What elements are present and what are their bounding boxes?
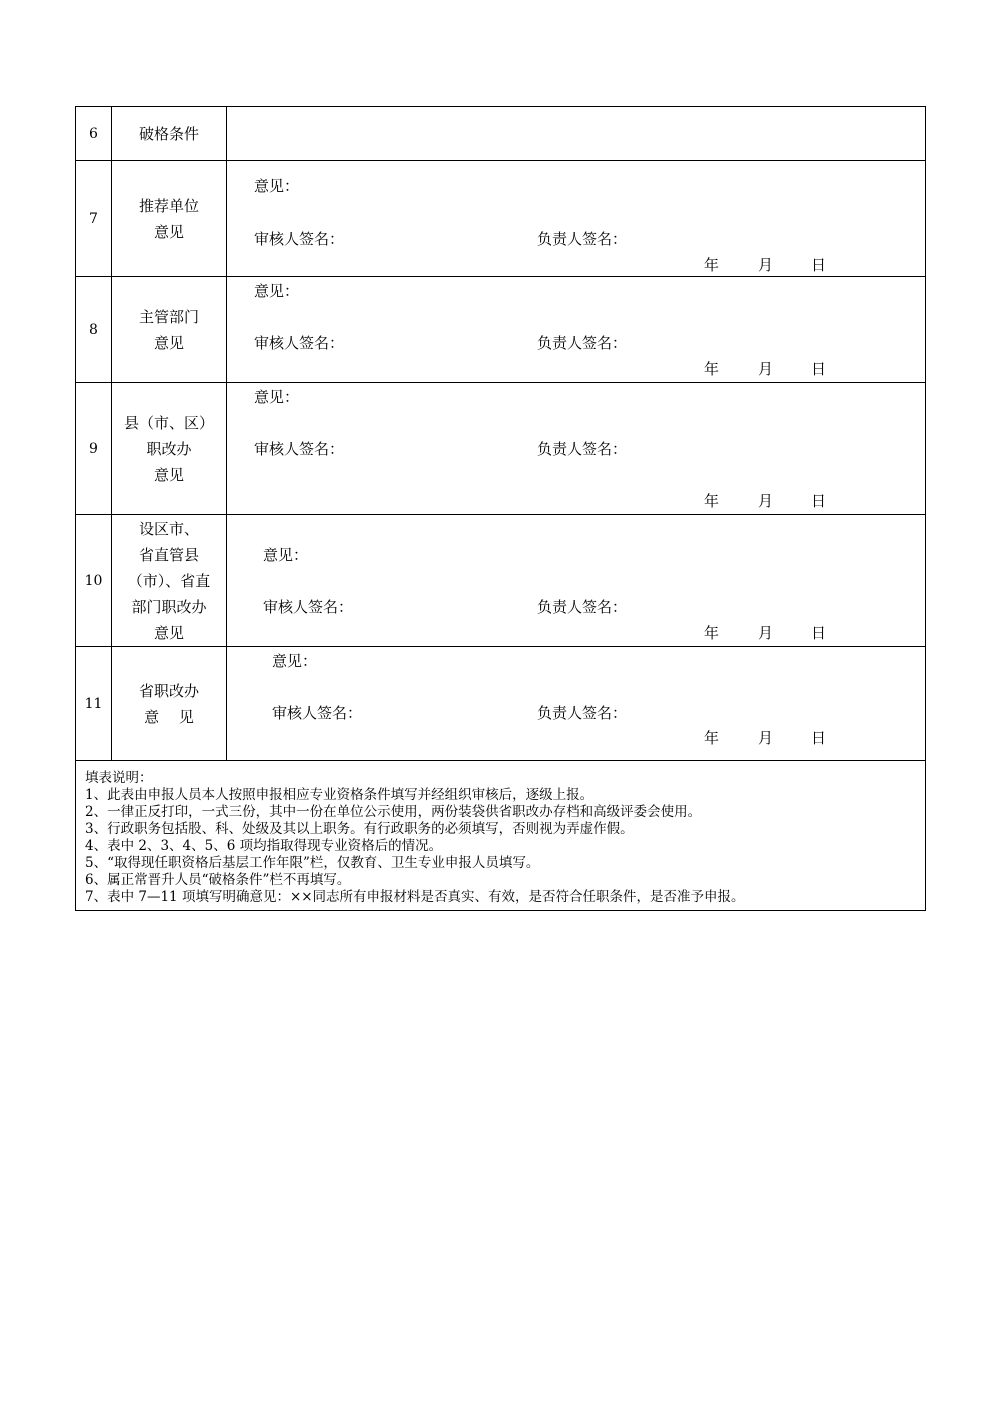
exception-conditions-field[interactable] xyxy=(227,107,925,160)
row-label xyxy=(112,277,227,382)
row-label-line: （市）、省直 xyxy=(127,571,211,590)
reviewer-signature-label: 审核人签名： xyxy=(272,704,363,722)
table-row-6 xyxy=(76,107,925,160)
row-label xyxy=(112,515,227,646)
date-year-label: 年 xyxy=(704,492,720,510)
reviewer-signature-label: 审核人签名： xyxy=(254,230,345,248)
leader-signature-label: 负责人签名： xyxy=(537,440,628,458)
row-number: 10 xyxy=(76,515,112,646)
form-instructions xyxy=(76,760,925,910)
table-row-8 xyxy=(76,276,925,382)
opinion-field[interactable] xyxy=(227,515,925,646)
date-month-label: 月 xyxy=(758,492,774,510)
row-label xyxy=(112,107,227,160)
row-number: 6 xyxy=(76,107,112,160)
row-label-line: 意见 xyxy=(153,222,184,241)
row-label-line: 部门职改办 xyxy=(131,597,207,616)
row-label xyxy=(112,383,227,514)
row-label-line: 破格条件 xyxy=(138,124,199,143)
table-row-11 xyxy=(76,646,925,760)
instruction-item: 7、表中 7—11 项填写明确意见：××同志所有申报材料是否真实、有效，是否符合任职条件，是否准予申报。 xyxy=(85,889,745,905)
date-year-label: 年 xyxy=(704,624,720,642)
date-month-label: 月 xyxy=(758,256,774,274)
reviewer-signature-label: 审核人签名： xyxy=(254,334,345,352)
row-label-line: 设区市、 xyxy=(138,519,199,538)
leader-signature-label: 负责人签名： xyxy=(537,704,628,722)
date-year-label: 年 xyxy=(704,729,720,747)
row-label-line: 县（市、区） xyxy=(123,413,214,432)
opinion-label: 意见： xyxy=(254,282,300,300)
date-month-label: 月 xyxy=(758,729,774,747)
table-row-7 xyxy=(76,160,925,276)
row-label-line: 省直管县 xyxy=(138,545,199,564)
row-label-line: 省职改办 xyxy=(138,681,199,700)
row-label-line: 意见 xyxy=(153,623,184,642)
row-number: 7 xyxy=(76,161,112,276)
row-label-line: 意 见 xyxy=(144,707,194,726)
opinion-label: 意见： xyxy=(272,652,318,670)
row-label-line: 主管部门 xyxy=(138,307,199,326)
date-year-label: 年 xyxy=(704,256,720,274)
row-label-line: 意见 xyxy=(153,465,184,484)
table-row-9 xyxy=(76,382,925,514)
table-row-10 xyxy=(76,514,925,646)
date-year-label: 年 xyxy=(704,360,720,378)
opinion-field[interactable] xyxy=(227,161,925,276)
date-day-label: 日 xyxy=(811,729,827,747)
opinion-field[interactable] xyxy=(227,277,925,382)
instruction-item: 3、行政职务包括股、科、处级及其以上职务。有行政职务的必须填写，否则视为弄虚作假。 xyxy=(85,821,634,837)
date-month-label: 月 xyxy=(758,360,774,378)
opinion-field[interactable] xyxy=(227,647,925,760)
date-day-label: 日 xyxy=(811,256,827,274)
opinion-field[interactable] xyxy=(227,383,925,514)
row-label xyxy=(112,647,227,760)
instruction-item: 1、此表由申报人员本人按照申报相应专业资格条件填写并经组织审核后，逐级上报。 xyxy=(85,787,594,803)
row-label-line: 意见 xyxy=(153,333,184,352)
instruction-item: 5、“取得现任职资格后基层工作年限”栏，仅教育、卫生专业申报人员填写。 xyxy=(85,855,540,871)
instruction-item: 4、表中 2、3、4、5、6 项均指取得现专业资格后的情况。 xyxy=(85,838,443,854)
row-number: 8 xyxy=(76,277,112,382)
leader-signature-label: 负责人签名： xyxy=(537,334,628,352)
opinion-label: 意见： xyxy=(254,388,300,406)
row-label xyxy=(112,161,227,276)
instruction-item: 6、属正常晋升人员“破格条件”栏不再填写。 xyxy=(85,872,351,888)
date-day-label: 日 xyxy=(811,360,827,378)
leader-signature-label: 负责人签名： xyxy=(537,598,628,616)
row-number: 9 xyxy=(76,383,112,514)
date-day-label: 日 xyxy=(811,492,827,510)
row-label-line: 推荐单位 xyxy=(138,196,199,215)
leader-signature-label: 负责人签名： xyxy=(537,230,628,248)
instruction-item: 2、一律正反打印，一式三份，其中一份在单位公示使用，两份装袋供省职改办存档和高级评委会使用。 xyxy=(85,804,702,820)
date-month-label: 月 xyxy=(758,624,774,642)
opinion-label: 意见： xyxy=(263,546,309,564)
reviewer-signature-label: 审核人签名： xyxy=(254,440,345,458)
approval-form-table xyxy=(75,106,926,911)
row-number: 11 xyxy=(76,647,112,760)
reviewer-signature-label: 审核人签名： xyxy=(263,598,354,616)
opinion-label: 意见： xyxy=(254,177,300,195)
row-label-line: 职改办 xyxy=(146,439,192,458)
instructions-title: 填表说明： xyxy=(85,770,153,786)
date-day-label: 日 xyxy=(811,624,827,642)
